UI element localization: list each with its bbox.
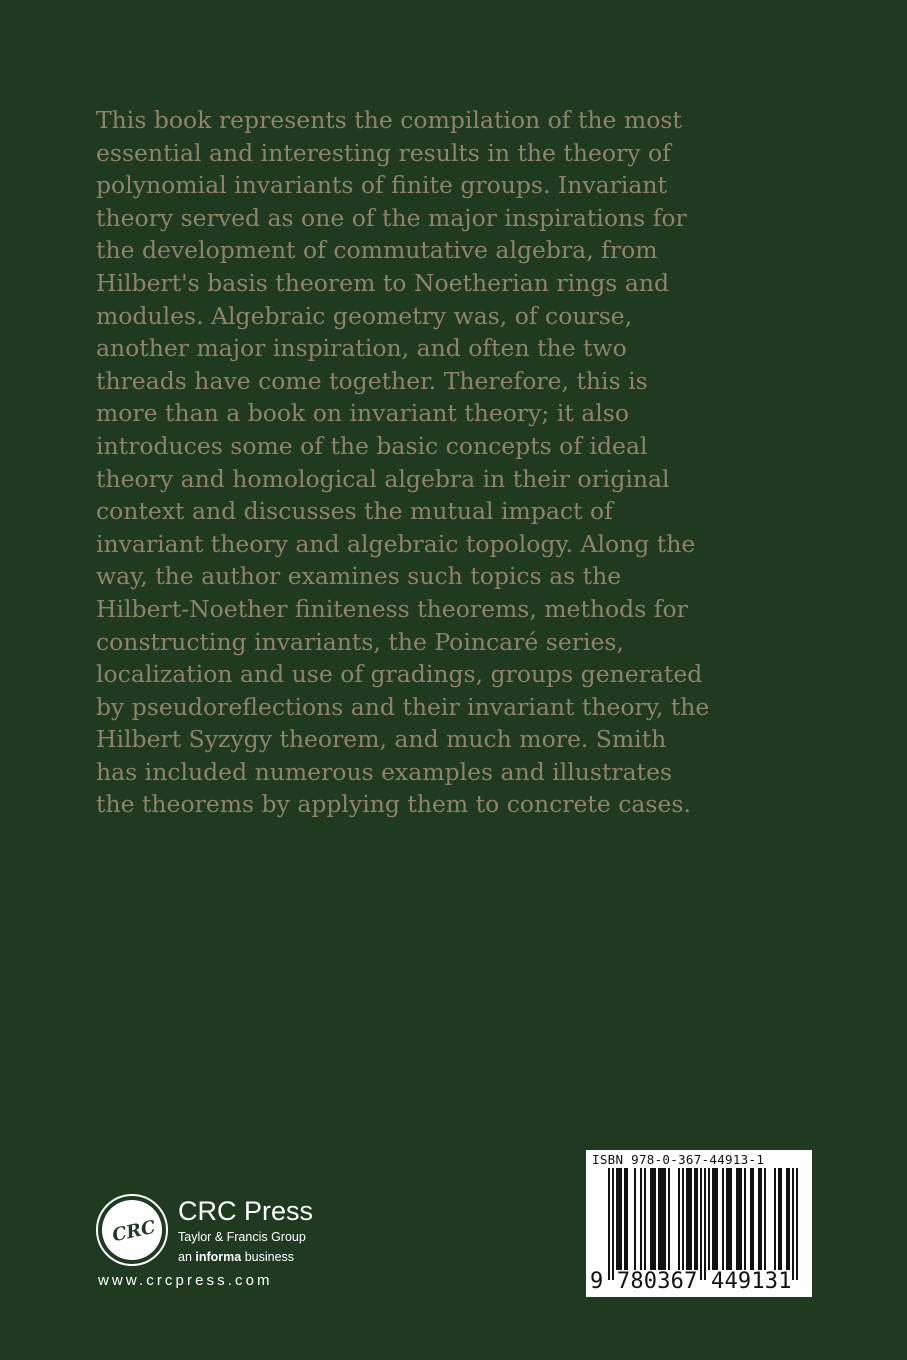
barcode-bar (712, 1168, 714, 1270)
barcode-bar (764, 1168, 766, 1270)
barcode-guard-bar (792, 1168, 794, 1280)
barcode-bar (752, 1168, 754, 1270)
barcode-bar (616, 1168, 618, 1270)
publisher-url[interactable]: www.crcpress.com (98, 1272, 273, 1289)
blurb-line: This book represents the compilation of the most (96, 106, 682, 134)
barcode-guard-bar (700, 1168, 702, 1280)
blurb-line: essential and interesting results in the theory of (96, 138, 671, 167)
barcode-bar (652, 1168, 654, 1270)
blurb-line: theory served as one of the major inspirations for (96, 203, 687, 232)
barcode-bar (640, 1168, 642, 1270)
barcode-bar (668, 1168, 670, 1270)
barcode-bar (658, 1168, 660, 1270)
barcode-bar (662, 1168, 664, 1270)
barcode-bar (664, 1168, 666, 1270)
barcode-guard-bar (796, 1168, 798, 1280)
blurb-line: another major inspiration, and often the two (96, 334, 627, 363)
barcode-bar (644, 1168, 646, 1270)
barcode-bar (678, 1168, 680, 1270)
barcode-bar (740, 1168, 742, 1270)
barcode-bar (660, 1168, 662, 1270)
informa-suffix: business (241, 1250, 295, 1264)
isbn-label: ISBN 978-0-367-44913-1 (592, 1152, 765, 1167)
informa-brand: informa (195, 1250, 242, 1264)
blurb-line: the theorems by applying them to concrete cases. (96, 790, 691, 819)
blurb-line: Hilbert Syzygy theorem, and much more. Smith (96, 725, 667, 754)
barcode-bar (696, 1168, 698, 1270)
crc-logo-disc (102, 1200, 162, 1260)
crc-logo-text: CRC (110, 1216, 158, 1247)
barcode-bar (714, 1168, 716, 1270)
barcode-bar (620, 1168, 622, 1270)
blurb-line: more than a book on invariant theory; it also (96, 399, 629, 428)
blurb-line: introduces some of the basic concepts of ideal (96, 431, 648, 460)
blurb-line: polynomial invariants of finite groups. Invariant (96, 171, 667, 200)
barcode-bar (686, 1168, 688, 1270)
blurb-line: constructing invariants, the Poincaré series, (96, 627, 624, 656)
barcode-bar (654, 1168, 656, 1270)
blurb-line: has included numerous examples and illustrates (96, 757, 673, 786)
barcode-bar (728, 1168, 730, 1270)
barcode-bar (750, 1168, 752, 1270)
publisher-block (96, 1192, 356, 1296)
blurb-line: invariant theory and algebraic topology. Along the (96, 529, 696, 558)
barcode-bar (694, 1168, 696, 1270)
blurb-line: way, the author examines such topics as the (96, 562, 622, 591)
barcode-bar (634, 1168, 636, 1270)
blurb-line: by pseudoreflections and their invariant theory, the (96, 692, 710, 721)
publisher-informa-line (178, 1250, 294, 1265)
publisher-name: CRC Press (178, 1196, 314, 1226)
barcode-bar (626, 1168, 628, 1270)
barcode-bar (624, 1168, 626, 1270)
barcode-bar (708, 1168, 710, 1270)
barcode-bar (788, 1168, 790, 1270)
barcode-bar (774, 1168, 776, 1270)
blurb-line: modules. Algebraic geometry was, of course, (96, 301, 633, 330)
barcode-bar (730, 1168, 732, 1270)
barcode-bar (690, 1168, 692, 1270)
barcode-bar (726, 1168, 728, 1270)
barcode-bar (778, 1168, 780, 1270)
barcode-bar (738, 1168, 740, 1270)
barcode-guard-bar (704, 1168, 706, 1280)
barcode-bar (760, 1168, 762, 1270)
barcode-bar (650, 1168, 652, 1270)
crc-logo (96, 1194, 168, 1266)
blurb-line: theory and homological algebra in their original (96, 464, 670, 493)
blurb-line: Hilbert-Noether finiteness theorems, methods for (96, 594, 688, 623)
barcode-bar (682, 1168, 684, 1270)
publisher-group: Taylor & Francis Group (178, 1230, 306, 1244)
barcode-bar (786, 1168, 788, 1270)
barcode-bar (722, 1168, 724, 1270)
blurb-line: the development of commutative algebra, from (96, 236, 658, 265)
barcode-guard-bar (608, 1168, 610, 1280)
barcode-bar (736, 1168, 738, 1270)
blurb-line: localization and use of gradings, groups generated (96, 660, 703, 689)
blurb-line: Hilbert's basis theorem to Noetherian rings and (96, 268, 670, 297)
ean-digits: 9 780367 449131 (590, 1269, 792, 1294)
barcode-bar (618, 1168, 620, 1270)
barcode-bar (716, 1168, 718, 1270)
barcode-bar (758, 1168, 760, 1270)
barcode-guard-bar (612, 1168, 614, 1280)
barcode-bar (780, 1168, 782, 1270)
isbn-barcode (586, 1150, 812, 1297)
barcode-bar (688, 1168, 690, 1270)
informa-prefix: an (178, 1250, 196, 1264)
blurb-line: context and discusses the mutual impact of (96, 497, 613, 526)
blurb-line: threads have come together. Therefore, this is (96, 366, 648, 395)
barcode-bar (744, 1168, 746, 1270)
back-cover-blurb (96, 104, 816, 821)
